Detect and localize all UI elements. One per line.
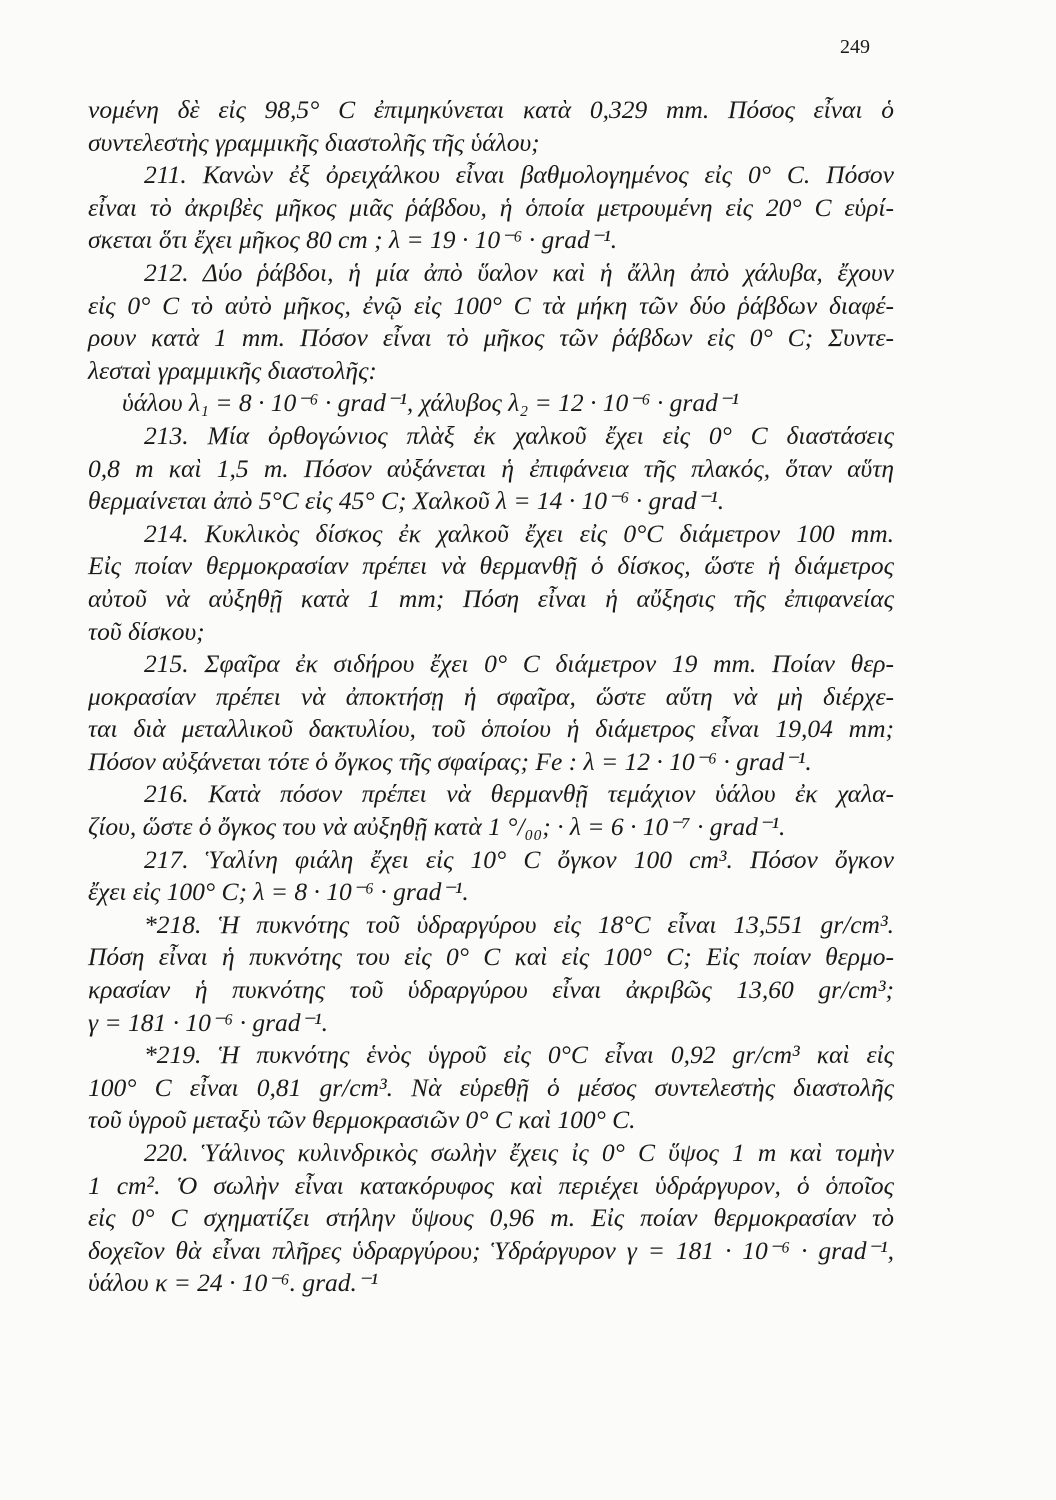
text-line: ται διὰ μεταλλικοῦ δακτυλίου, τοῦ ὁποίου ἡ διάμετρος εἶναι 19,04 mm;	[88, 714, 894, 744]
text-line: Πόσον αὐξάνεται τότε ὁ ὄγκος τῆς σφαίρας; Fe : λ = 12 · 10⁻⁶ · grad⁻¹.	[88, 746, 812, 776]
text-line: τοῦ δίσκου;	[88, 616, 205, 646]
text-line: εἶναι τὸ ἀκριβὲς μῆκος μιᾶς ῥάβδου, ἡ ὁποία μετρουμένη εἰς 20° C εὑρί-	[88, 192, 894, 222]
text-line: 214. Κυκλικὸς δίσκος ἐκ χαλκοῦ ἔχει εἰς 0°C διάμετρον 100 mm.	[144, 518, 894, 548]
text-line: γ = 181 · 10⁻⁶ · grad⁻¹.	[88, 1007, 328, 1037]
text-line: Εἰς ποίαν θερμοκρασίαν πρέπει νὰ θερμανθῇ ὁ δίσκος, ὥστε ἡ διάμετρος	[88, 551, 894, 581]
text-line: Πόση εἶναι ἡ πυκνότης του εἰς 0° C καὶ εἰς 100° C; Εἰς ποίαν θερμο-	[88, 942, 894, 972]
text-line: ὑάλου κ = 24 · 10⁻⁶. grad.⁻¹	[88, 1268, 379, 1298]
text-line: λεσταὶ γραμμικῆς διαστολῆς:	[88, 355, 377, 385]
text-line: ἔχει εἰς 100° C; λ = 8 · 10⁻⁶ · grad⁻¹.	[88, 877, 469, 907]
text-line: εἰς 0° C τὸ αὐτὸ μῆκος, ἐνῷ εἰς 100° C τὰ μήκη τῶν δύο ῥάβδων διαφέ-	[88, 290, 894, 320]
text-line: 1 cm². Ὁ σωλὴν εἶναι κατακόρυφος καὶ περιέχει ὑδράργυρον, ὁ ὁποῖος	[88, 1170, 894, 1200]
body-text	[88, 94, 894, 1300]
text-line: κρασίαν ἡ πυκνότης τοῦ ὑδραργύρου εἶναι ἀκριβῶς 13,60 gr/cm³;	[88, 975, 894, 1005]
text-line: 0,8 m καὶ 1,5 m. Πόσον αὐξάνεται ἡ ἐπιφάνεια τῆς πλακός, ὅταν αὕτη	[88, 453, 894, 483]
text-line: σκεται ὅτι ἔχει μῆκος 80 cm ; λ = 19 · 10⁻⁶ · grad⁻¹.	[88, 225, 618, 255]
page-number: 249	[840, 36, 870, 58]
text-line: 215. Σφαῖρα ἐκ σιδήρου ἔχει 0° C διάμετρον 19 mm. Ποίαν θερ-	[144, 649, 894, 679]
text-line: 213. Μία ὀρθογώνιος πλὰξ ἐκ χαλκοῦ ἔχει εἰς 0° C διαστάσεις	[144, 420, 894, 450]
text-line: θερμαίνεται ἀπὸ 5°C εἰς 45° C; Χαλκοῦ λ = 14 · 10⁻⁶ · grad⁻¹.	[88, 486, 725, 516]
text-line: συντελεστὴς γραμμικῆς διαστολῆς τῆς ὑάλου;	[88, 127, 540, 157]
text-line: 211. Κανὼν ἐξ ὀρειχάλκου εἶναι βαθμολογημένος εἰς 0° C. Πόσον	[144, 160, 894, 190]
text-line: *219. Ἡ πυκνότης ἑνὸς ὑγροῦ εἰς 0°C εἶναι 0,92 gr/cm³ καὶ εἰς	[144, 1040, 894, 1070]
text-line: νομένη δὲ εἰς 98,5° C ἐπιμηκύνεται κατὰ 0,329 mm. Πόσος εἶναι ὁ	[88, 95, 894, 124]
text-line: 100° C εἶναι 0,81 gr/cm³. Νὰ εὑρεθῇ ὁ μέσος συντελεστὴς διαστολῆς	[88, 1072, 894, 1102]
text-line: 217. Ὑαλίνη φιάλη ἔχει εἰς 10° C ὄγκον 100 cm³. Πόσον ὄγκον	[144, 844, 894, 874]
text-line: ὑάλου λ₁ = 8 · 10⁻⁶ · grad⁻¹, χάλυβος λ₂ = 12 · 10⁻⁶ · grad⁻¹	[122, 388, 739, 418]
text-line: δοχεῖον θὰ εἶναι πλῆρες ὑδραργύρου; Ὑδράργυρον γ = 181 · 10⁻⁶ · grad⁻¹,	[88, 1235, 894, 1265]
text-line: ρουν κατὰ 1 mm. Πόσον εἶναι τὸ μῆκος τῶν ῥάβδων εἰς 0° C; Συντε-	[88, 323, 894, 353]
text-line: 220. Ὑάλινος κυλινδρικὸς σωλὴν ἔχεις ἰς 0° C ὕψος 1 m καὶ τομὴν	[144, 1138, 894, 1167]
text-line: 212. Δύο ῥάβδοι, ἡ μία ἀπὸ ὕαλον καὶ ἡ ἄλλη ἀπὸ χάλυβα, ἔχουν	[144, 257, 894, 287]
text-line: μοκρασίαν πρέπει νὰ ἀποκτήσῃ ἡ σφαῖρα, ὥστε αὕτη νὰ μὴ διέρχε-	[88, 681, 894, 711]
text-line: ζίου, ὥστε ὁ ὄγκος του νὰ αὐξηθῇ κατὰ 1 °/₀₀; · λ = 6 · 10⁻⁷ · grad⁻¹.	[88, 812, 786, 842]
text-line: τοῦ ὑγροῦ μεταξὺ τῶν θερμοκρασιῶν 0° C καὶ 100° C.	[88, 1105, 636, 1135]
text-line: 216. Κατὰ πόσον πρέπει νὰ θερμανθῇ τεμάχιον ὑάλου ἐκ χαλα-	[144, 779, 894, 809]
text-line: *218. Ἡ πυκνότης τοῦ ὑδραργύρου εἰς 18°C εἶναι 13,551 gr/cm³.	[144, 909, 894, 939]
text-line: αὐτοῦ νὰ αὐξηθῇ κατὰ 1 mm; Πόση εἶναι ἡ αὔξησις τῆς ἐπιφανείας	[88, 583, 894, 613]
text-line: εἰς 0° C σχηματίζει στήλην ὕψους 0,96 m. Εἰς ποίαν θερμοκρασίαν τὸ	[88, 1203, 894, 1233]
